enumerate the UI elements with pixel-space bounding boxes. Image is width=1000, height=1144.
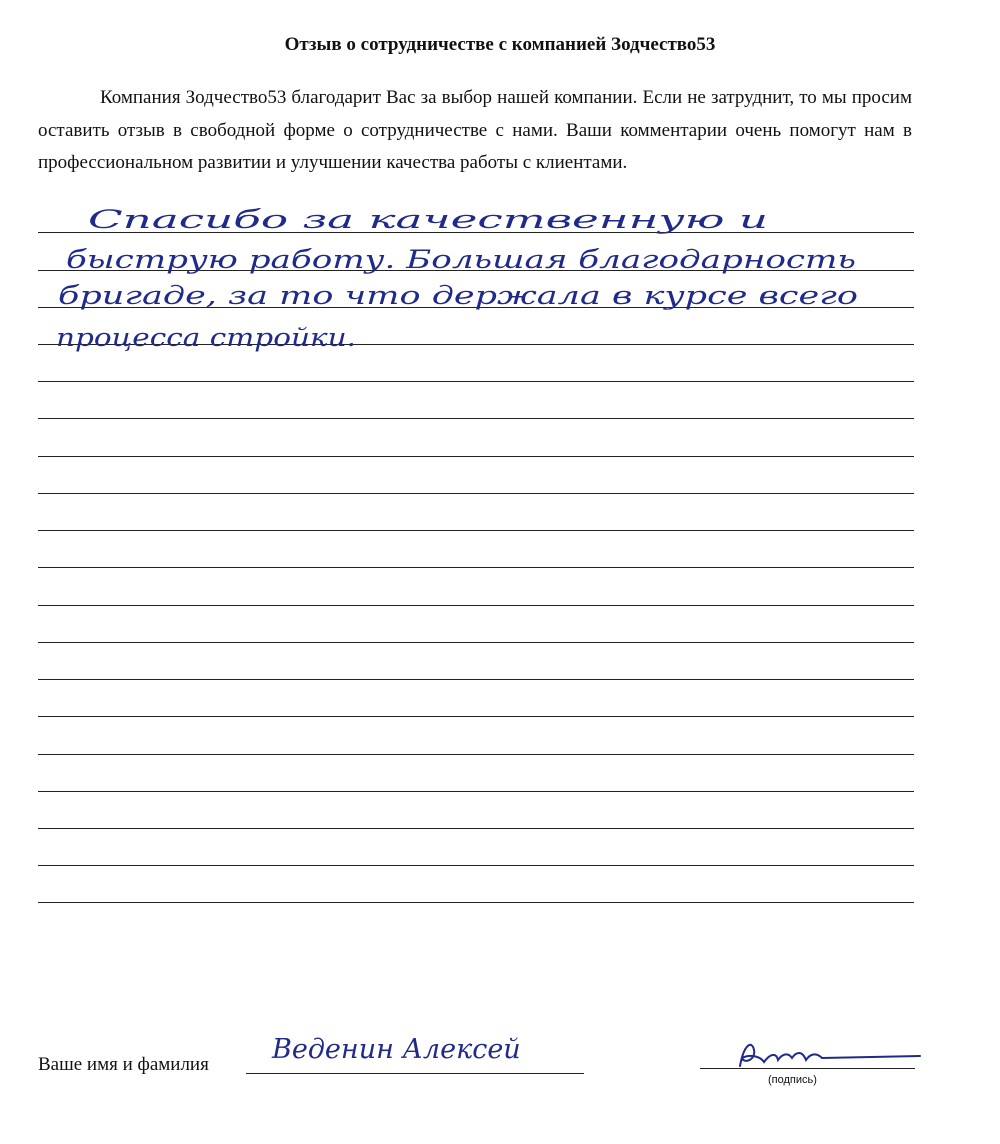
ruled-line xyxy=(38,418,914,419)
ruled-line xyxy=(38,530,914,531)
name-label: Ваше имя и фамилия xyxy=(38,1054,209,1075)
intro-paragraph: Компания Зодчество53 благодарит Вас за выбор нашей компании. Если не затруднит, то мы просим оставить отзыв в свободной форме о сотрудничестве с нами. Ваши комментарии очень помогут нам в профессиональном развитии и улучшении качества работы с клиентами. xyxy=(38,87,912,173)
ruled-line xyxy=(38,493,914,494)
ruled-line xyxy=(38,791,914,792)
signature-caption: (подпись) xyxy=(768,1074,817,1086)
handwritten-line: бригаде, за то что держала в курсе всего xyxy=(58,281,858,310)
ruled-line xyxy=(38,828,914,829)
handwritten-signature-icon xyxy=(730,1030,930,1078)
signature-underline xyxy=(700,1068,915,1069)
ruled-line xyxy=(38,567,914,568)
ruled-line xyxy=(38,344,914,345)
ruled-line xyxy=(38,754,914,755)
ruled-line xyxy=(38,232,914,233)
ruled-line xyxy=(38,605,914,606)
ruled-line xyxy=(38,307,914,308)
name-underline xyxy=(246,1073,584,1074)
ruled-line xyxy=(38,381,914,382)
ruled-line xyxy=(38,902,914,903)
ruled-line xyxy=(38,642,914,643)
handwritten-line: процесса стройки. xyxy=(56,323,356,352)
name-handwritten: Веденин Алексей xyxy=(272,1034,521,1065)
ruled-line xyxy=(38,456,914,457)
ruled-line xyxy=(38,270,914,271)
ruled-line xyxy=(38,679,914,680)
handwritten-line: Спасибо за качественную и xyxy=(88,205,768,234)
page-title: Отзыв о сотрудничестве с компанией Зодчество53 xyxy=(284,34,716,55)
ruled-line xyxy=(38,865,914,866)
handwritten-line: быструю работу. Большая благодарность xyxy=(66,245,856,274)
ruled-line xyxy=(38,716,914,717)
